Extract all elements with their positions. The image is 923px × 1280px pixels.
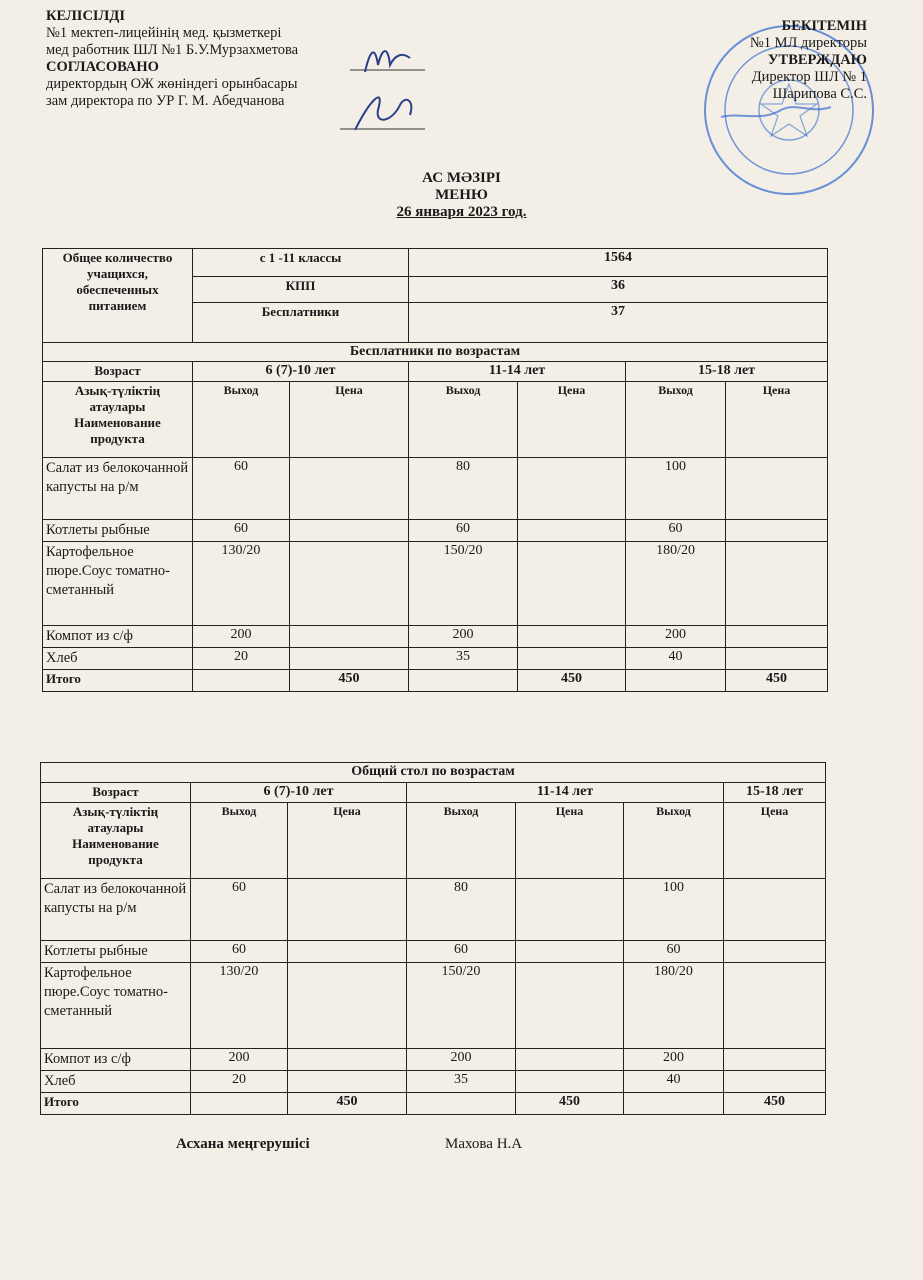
output-value: 200 xyxy=(409,626,518,648)
output-value: 200 xyxy=(407,1049,516,1071)
age-group: 6 (7)-10 лет xyxy=(193,362,409,382)
header-right-line1: БЕКІТЕМІН xyxy=(781,18,867,34)
product-name: Компот из с/ф xyxy=(43,626,193,648)
output-value: 200 xyxy=(191,1049,288,1071)
price-cell xyxy=(290,458,409,520)
table-row xyxy=(41,1049,826,1071)
age-group: 15-18 лет xyxy=(626,362,828,382)
price-cell xyxy=(288,1071,407,1093)
price-cell xyxy=(724,1071,826,1093)
output-value: 60 xyxy=(626,520,726,542)
table-section-title: Общий стол по возрастам xyxy=(41,763,826,783)
table-row xyxy=(41,963,826,1049)
free-meals-table xyxy=(42,248,828,692)
output-header: Выход xyxy=(407,803,516,879)
price-cell xyxy=(290,626,409,648)
price-cell xyxy=(516,879,624,941)
price-header: Цена xyxy=(288,803,407,879)
footer-name: Махова Н.А xyxy=(445,1136,523,1152)
output-value: 100 xyxy=(624,879,724,941)
header-left-line4: СОГЛАСОВАНО xyxy=(46,59,159,75)
price-cell xyxy=(516,941,624,963)
product-name: Картофельное пюре.Соус томатно-сметанный xyxy=(41,963,191,1049)
title-date: 26 января 2023 год. xyxy=(396,204,527,220)
footer-role: Асхана меңгерушісі xyxy=(176,1136,310,1152)
output-header: Выход xyxy=(626,382,726,458)
price-cell xyxy=(726,542,828,626)
product-name: Котлеты рыбные xyxy=(43,520,193,542)
title-kz: АС МӘЗІРІ xyxy=(422,170,501,186)
total-row xyxy=(41,1093,826,1115)
output-value: 35 xyxy=(409,648,518,670)
table-row xyxy=(41,1071,826,1093)
product-name: Хлеб xyxy=(43,648,193,670)
general-table xyxy=(40,762,826,1115)
output-value: 150/20 xyxy=(409,542,518,626)
total-value: 450 xyxy=(724,1093,826,1115)
output-value: 80 xyxy=(409,458,518,520)
table-row xyxy=(41,941,826,963)
header-left-line1: КЕЛІСІЛДІ xyxy=(46,8,125,24)
output-value: 130/20 xyxy=(191,963,288,1049)
product-name: Компот из с/ф xyxy=(41,1049,191,1071)
signature-medical xyxy=(330,30,440,140)
title-ru: МЕНЮ xyxy=(435,187,488,203)
age-group: 11-14 лет xyxy=(407,783,724,803)
product-label: Азық-түліктің атаулары Наименование продукта xyxy=(41,803,191,879)
total-value: 450 xyxy=(518,670,626,692)
output-value: 60 xyxy=(191,941,288,963)
summary-row-value: 1564 xyxy=(409,249,828,277)
output-value: 20 xyxy=(191,1071,288,1093)
output-value: 130/20 xyxy=(193,542,290,626)
header-left-line6: зам директора по УР Г. М. Абедчанова xyxy=(46,93,285,109)
product-name: Картофельное пюре.Соус томатно-сметанный xyxy=(43,542,193,626)
product-label: Азық-түліктің атаулары Наименование продукта xyxy=(43,382,193,458)
price-cell xyxy=(518,520,626,542)
total-label: Итого xyxy=(43,670,193,692)
product-name: Хлеб xyxy=(41,1071,191,1093)
price-cell xyxy=(724,879,826,941)
header-right-line3: УТВЕРЖДАЮ xyxy=(767,52,867,68)
price-cell xyxy=(516,1049,624,1071)
output-value: 35 xyxy=(407,1071,516,1093)
header-right xyxy=(750,18,867,103)
output-value: 80 xyxy=(407,879,516,941)
price-cell xyxy=(288,879,407,941)
total-label: Итого xyxy=(41,1093,191,1115)
price-cell xyxy=(726,520,828,542)
age-group: 11-14 лет xyxy=(409,362,626,382)
price-cell xyxy=(290,648,409,670)
price-cell xyxy=(288,941,407,963)
header-right-line2: №1 МЛ директоры xyxy=(749,35,867,51)
output-value: 40 xyxy=(626,648,726,670)
summary-row-label: КПП xyxy=(193,277,409,303)
output-value: 200 xyxy=(193,626,290,648)
price-cell xyxy=(518,458,626,520)
price-cell xyxy=(724,1049,826,1071)
output-value: 180/20 xyxy=(624,963,724,1049)
price-header: Цена xyxy=(516,803,624,879)
output-value: 20 xyxy=(193,648,290,670)
total-value: 450 xyxy=(726,670,828,692)
output-value: 200 xyxy=(624,1049,724,1071)
summary-row-value: 37 xyxy=(409,303,828,343)
output-value: 150/20 xyxy=(407,963,516,1049)
summary-label: Общее количество учащихся, обеспеченных питанием xyxy=(43,249,193,343)
table-row xyxy=(43,458,828,520)
table-row xyxy=(43,520,828,542)
price-cell xyxy=(726,648,828,670)
age-label: Возраст xyxy=(43,362,193,382)
output-value: 200 xyxy=(626,626,726,648)
output-value: 60 xyxy=(409,520,518,542)
price-cell xyxy=(518,648,626,670)
table-row xyxy=(43,542,828,626)
price-cell xyxy=(726,626,828,648)
header-left-line3: мед работник ШЛ №1 Б.У.Мурзахметова xyxy=(46,42,299,58)
age-group: 6 (7)-10 лет xyxy=(191,783,407,803)
price-cell xyxy=(516,1071,624,1093)
total-value: 450 xyxy=(288,1093,407,1115)
price-cell xyxy=(288,1049,407,1071)
output-value: 60 xyxy=(193,458,290,520)
table-row xyxy=(43,626,828,648)
output-value: 60 xyxy=(624,941,724,963)
output-value: 60 xyxy=(193,520,290,542)
summary-row-label: с 1 -11 классы xyxy=(193,249,409,277)
price-cell xyxy=(290,520,409,542)
header-left-line5: директордың ОЖ жөніндегі орынбасары xyxy=(46,76,298,92)
summary-row-value: 36 xyxy=(409,277,828,303)
total-value: 450 xyxy=(516,1093,624,1115)
total-row xyxy=(43,670,828,692)
output-value: 60 xyxy=(191,879,288,941)
total-value: 450 xyxy=(290,670,409,692)
price-cell xyxy=(518,542,626,626)
summary-row-label: Бесплатники xyxy=(193,303,409,343)
output-header: Выход xyxy=(624,803,724,879)
age-group: 15-18 лет xyxy=(724,783,826,803)
product-name: Салат из белокочанной капусты на р/м xyxy=(43,458,193,520)
table-section-title: Бесплатники по возрастам xyxy=(43,343,828,362)
price-header: Цена xyxy=(518,382,626,458)
header-right-line5: Шарипова С.С. xyxy=(772,86,867,102)
price-cell xyxy=(290,542,409,626)
price-header: Цена xyxy=(290,382,409,458)
product-name: Салат из белокочанной капусты на р/м xyxy=(41,879,191,941)
price-cell xyxy=(516,963,624,1049)
header-right-line4: Директор ШЛ № 1 xyxy=(751,69,867,85)
price-cell xyxy=(724,941,826,963)
price-header: Цена xyxy=(724,803,826,879)
output-value: 40 xyxy=(624,1071,724,1093)
table-row xyxy=(41,879,826,941)
price-cell xyxy=(724,963,826,1049)
menu-title xyxy=(0,170,923,221)
output-value: 60 xyxy=(407,941,516,963)
header-left xyxy=(46,8,298,110)
age-label: Возраст xyxy=(41,783,191,803)
price-cell xyxy=(726,458,828,520)
output-header: Выход xyxy=(409,382,518,458)
price-cell xyxy=(288,963,407,1049)
output-value: 100 xyxy=(626,458,726,520)
table-row xyxy=(43,648,828,670)
product-name: Котлеты рыбные xyxy=(41,941,191,963)
output-header: Выход xyxy=(193,382,290,458)
price-header: Цена xyxy=(726,382,828,458)
header-left-line2: №1 мектеп-лицейінің мед. қызметкері xyxy=(46,25,282,41)
output-value: 180/20 xyxy=(626,542,726,626)
price-cell xyxy=(518,626,626,648)
output-header: Выход xyxy=(191,803,288,879)
